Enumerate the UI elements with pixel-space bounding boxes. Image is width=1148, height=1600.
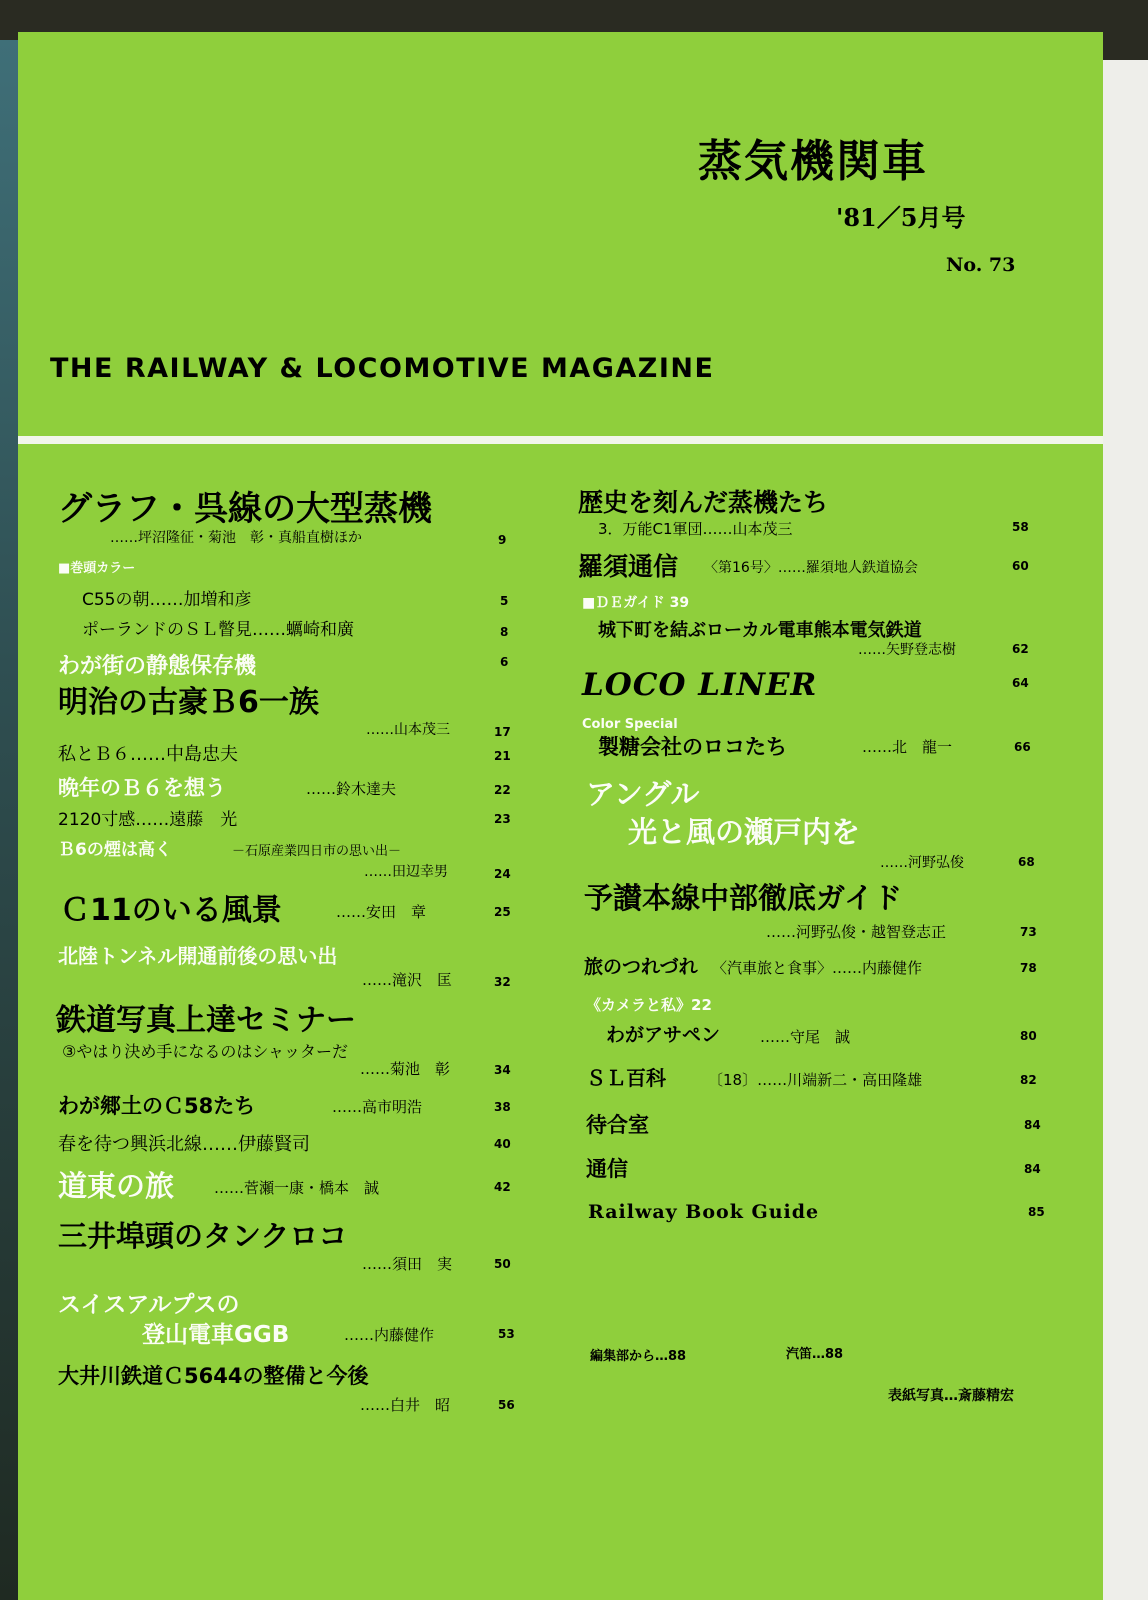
toc-title: 歴史を刻んだ蒸機たち bbox=[578, 488, 829, 517]
toc-subtitle: 〔18〕……川端新二・高田隆雄 bbox=[708, 1071, 923, 1089]
toc-title: Ｂ6の煙は高く bbox=[58, 840, 172, 860]
toc-page: 82 bbox=[1020, 1073, 1037, 1087]
toc-entry: 春を待つ興浜北線……伊藤賢司 bbox=[58, 1134, 310, 1155]
toc-page: 22 bbox=[494, 783, 511, 797]
toc-subtitle: 〈汽車旅と食事〉……内藤健作 bbox=[712, 959, 923, 977]
toc-author: ……鈴木達夫 bbox=[306, 780, 397, 798]
toc-page: 24 bbox=[494, 867, 511, 881]
toc-title: スイスアルプスの bbox=[58, 1292, 240, 1318]
toc-page: 58 bbox=[1012, 520, 1029, 534]
toc-page: 73 bbox=[1020, 925, 1037, 939]
toc-title: LOCO LINER bbox=[582, 667, 818, 703]
toc-page: 68 bbox=[1018, 855, 1035, 869]
toc-author: ……山本茂三 bbox=[366, 722, 450, 738]
magazine-title-en: THE RAILWAY & LOCOMOTIVE MAGAZINE bbox=[50, 353, 715, 384]
toc-title: 鉄道写真上達セミナー bbox=[56, 1003, 356, 1038]
toc-page: 66 bbox=[1014, 740, 1031, 754]
toc-title: 通信 bbox=[586, 1157, 628, 1181]
toc-author: ……菊池 彰 bbox=[360, 1060, 451, 1078]
toc-title: わが郷土のＣ58たち bbox=[58, 1094, 256, 1118]
toc-title: 明治の古豪Ｂ6一族 bbox=[58, 685, 319, 720]
toc-page: 85 bbox=[1028, 1205, 1045, 1219]
section-label: ■ＤＥガイド 39 bbox=[582, 595, 690, 611]
toc-page: 84 bbox=[1024, 1162, 1041, 1176]
page-margin-edge bbox=[1098, 60, 1148, 1600]
toc-author: ……田辺幸男 bbox=[364, 864, 448, 880]
toc-page: 34 bbox=[494, 1063, 511, 1077]
toc-entry: 2120寸感……遠藤 光 bbox=[58, 810, 238, 830]
toc-author: ……河野弘俊 bbox=[880, 855, 964, 871]
toc-title: 大井川鉄道Ｃ5644の整備と今後 bbox=[58, 1364, 369, 1388]
toc-author: ……白井 昭 bbox=[360, 1396, 451, 1414]
section-label: 《カメラと私》22 bbox=[586, 996, 712, 1014]
toc-entry: ポーランドのＳＬ瞥見……蠣崎和廣 bbox=[82, 620, 354, 640]
section-label: Color Special bbox=[582, 717, 678, 732]
toc-page: 40 bbox=[494, 1137, 511, 1151]
toc-subtitle: 〈第16号〉……羅須地人鉄道協会 bbox=[704, 560, 918, 576]
toc-author: ……高市明浩 bbox=[332, 1098, 423, 1116]
section-label: ■巻頭カラー bbox=[58, 561, 136, 576]
toc-page: 80 bbox=[1020, 1029, 1037, 1043]
footer-note: 編集部から…88 bbox=[590, 1349, 687, 1364]
toc-title: 光と風の瀬戸内を bbox=[628, 815, 861, 849]
toc-title: わがアサペン bbox=[606, 1024, 721, 1046]
toc-author: ……坪沼隆征・菊池 彰・真船直樹ほか bbox=[110, 530, 362, 546]
toc-page: 8 bbox=[500, 625, 509, 639]
toc-title: グラフ・呉線の大型蒸機 bbox=[58, 489, 432, 529]
toc-author: ……内藤健作 bbox=[344, 1326, 435, 1344]
toc-title: 待合室 bbox=[586, 1113, 649, 1137]
toc-entry: 私とＢ６……中島忠夫 bbox=[58, 744, 238, 765]
toc-entry: C55の朝……加増和彦 bbox=[82, 590, 252, 610]
toc-page: 78 bbox=[1020, 961, 1037, 975]
toc-title: 登山電車GGB bbox=[142, 1322, 290, 1348]
toc-page: 23 bbox=[494, 812, 511, 826]
toc-page: 17 bbox=[494, 725, 511, 739]
toc-author: ……守尾 誠 bbox=[760, 1028, 851, 1046]
toc-page: 60 bbox=[1012, 559, 1029, 573]
issue-number: No. 73 bbox=[946, 254, 1016, 276]
toc-title: Railway Book Guide bbox=[588, 1201, 820, 1223]
toc-title: Ｃ11のいる風景 bbox=[60, 893, 282, 928]
toc-page: 64 bbox=[1012, 676, 1029, 690]
toc-author: ……矢野登志樹 bbox=[858, 642, 956, 658]
toc-subtitle: ③やはり決め手になるのはシャッターだ bbox=[62, 1042, 349, 1061]
toc-title: 羅須通信 bbox=[578, 552, 679, 581]
toc-title: 製糖会社のロコたち bbox=[598, 735, 787, 759]
toc-page: 42 bbox=[494, 1180, 511, 1194]
issue-date: '81／5月号 bbox=[836, 203, 966, 232]
toc-author: ……河野弘俊・越智登志正 bbox=[766, 923, 947, 941]
toc-page: 5 bbox=[500, 594, 509, 608]
toc-page: 25 bbox=[494, 905, 511, 919]
toc-page: 56 bbox=[498, 1398, 515, 1412]
toc-title: 道東の旅 bbox=[58, 1169, 175, 1203]
toc-page: 9 bbox=[498, 533, 507, 547]
toc-subtitle: 3．万能C1軍団……山本茂三 bbox=[598, 520, 793, 538]
toc-title: 北陸トンネル開通前後の思い出 bbox=[58, 944, 338, 968]
toc-author: ……北 龍一 bbox=[862, 738, 953, 756]
toc-page: 53 bbox=[498, 1327, 515, 1341]
toc-title: 三井埠頭のタンクロコ bbox=[58, 1219, 348, 1253]
toc-author: ……安田 章 bbox=[336, 903, 427, 921]
toc-title: アングル bbox=[586, 777, 700, 811]
toc-title: 予讃本線中部徹底ガイド bbox=[584, 881, 903, 915]
magazine-title-jp: 蒸気機関車 bbox=[698, 136, 928, 187]
toc-page: 32 bbox=[494, 975, 511, 989]
toc-page: 38 bbox=[494, 1100, 511, 1114]
toc-page: 50 bbox=[494, 1257, 511, 1271]
toc-title: ＳＬ百科 bbox=[586, 1066, 666, 1090]
cover-credit: 表紙写真…斎藤精宏 bbox=[888, 1388, 1014, 1404]
toc-title: わが街の静態保存機 bbox=[58, 654, 257, 679]
header-divider bbox=[18, 436, 1103, 444]
footer-note: 汽笛…88 bbox=[786, 1347, 844, 1362]
toc-author: ……滝沢 匡 bbox=[362, 971, 453, 989]
toc-author: ……菅瀬一康・橋本 誠 bbox=[214, 1179, 380, 1197]
toc-page: 62 bbox=[1012, 642, 1029, 656]
toc-title: 城下町を結ぶローカル電車熊本電気鉄道 bbox=[598, 620, 922, 641]
toc-page: 84 bbox=[1024, 1118, 1041, 1132]
toc-page: 21 bbox=[494, 749, 511, 763]
toc-subtitle: －石原産業四日市の思い出－ bbox=[232, 844, 402, 859]
toc-title: 晩年のＢ６を想う bbox=[58, 776, 226, 800]
toc-author: ……須田 実 bbox=[362, 1255, 453, 1273]
toc-page: 6 bbox=[500, 655, 509, 669]
toc-title: 旅のつれづれ bbox=[584, 956, 698, 978]
